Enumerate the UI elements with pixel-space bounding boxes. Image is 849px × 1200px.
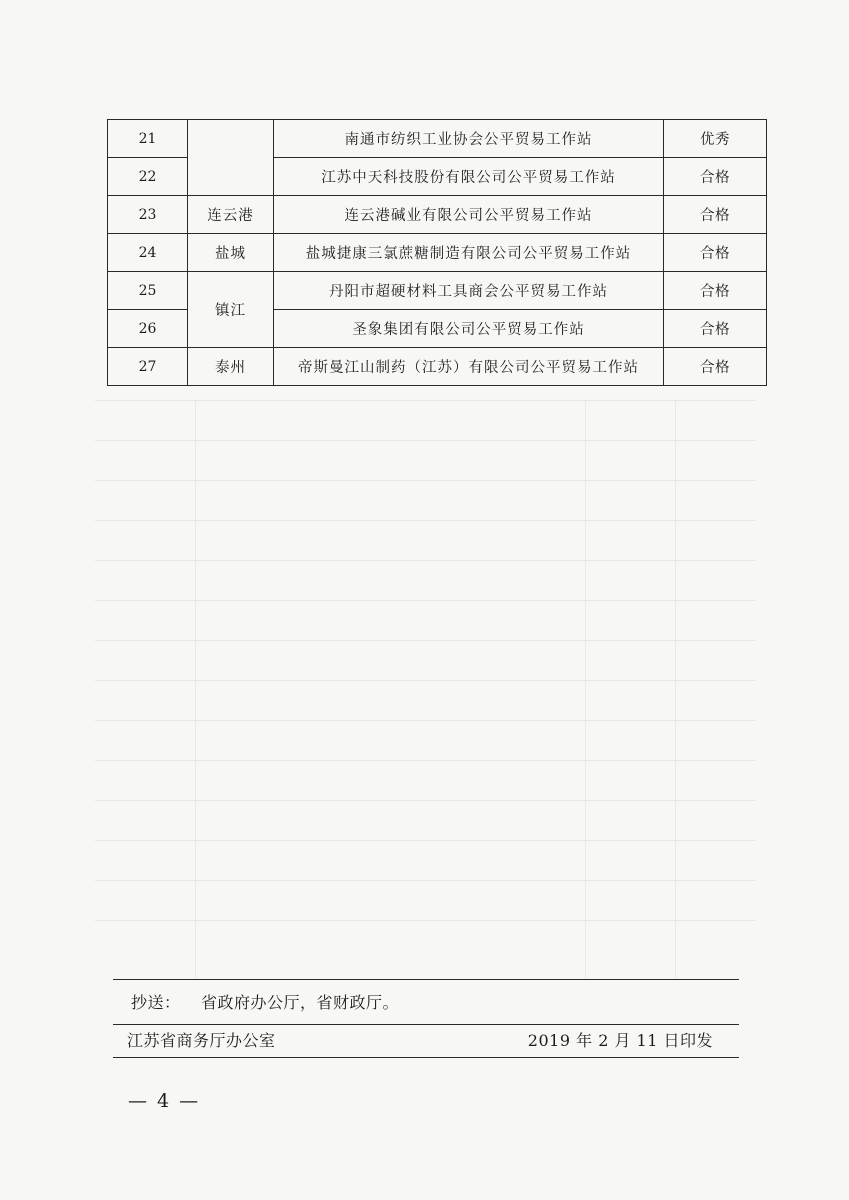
table-row [108,196,767,234]
cc-label: 抄送： [131,993,181,1012]
table-row [108,272,767,310]
table-row [108,234,767,272]
city-cell-empty [188,120,274,196]
grade: 合格 [664,158,767,196]
work-station-results-table [107,119,767,386]
cc-line [113,979,739,1025]
grade: 合格 [664,234,767,272]
city-cell: 镇江 [188,272,274,348]
station-name: 江苏中天科技股份有限公司公平贸易工作站 [274,158,664,196]
grade: 合格 [664,348,767,386]
page-number: — 4 — [128,1090,201,1112]
station-name: 连云港碱业有限公司公平贸易工作站 [274,196,664,234]
table-row [108,120,767,158]
grade: 合格 [664,196,767,234]
cc-recipients: 省政府办公厅，省财政厅。 [201,993,400,1012]
show-through-background [95,400,755,980]
station-name: 盐城捷康三氯蔗糖制造有限公司公平贸易工作站 [274,234,664,272]
row-index: 24 [108,234,188,272]
table-row [108,348,767,386]
issue-date: 2019 年 2 月 11 日印发 [527,1031,713,1050]
city-cell: 盐城 [188,234,274,272]
issuing-office: 江苏省商务厅办公室 [127,1031,276,1050]
station-name: 丹阳市超硬材料工具商会公平贸易工作站 [274,272,664,310]
row-index: 21 [108,120,188,158]
issue-line [113,1023,739,1058]
grade: 优秀 [664,120,767,158]
city-cell: 泰州 [188,348,274,386]
city-cell: 连云港 [188,196,274,234]
row-index: 25 [108,272,188,310]
grade: 合格 [664,310,767,348]
station-name: 南通市纺织工业协会公平贸易工作站 [274,120,664,158]
row-index: 26 [108,310,188,348]
row-index: 22 [108,158,188,196]
grade: 合格 [664,272,767,310]
station-name: 圣象集团有限公司公平贸易工作站 [274,310,664,348]
row-index: 23 [108,196,188,234]
station-name: 帝斯曼江山制药（江苏）有限公司公平贸易工作站 [274,348,664,386]
row-index: 27 [108,348,188,386]
